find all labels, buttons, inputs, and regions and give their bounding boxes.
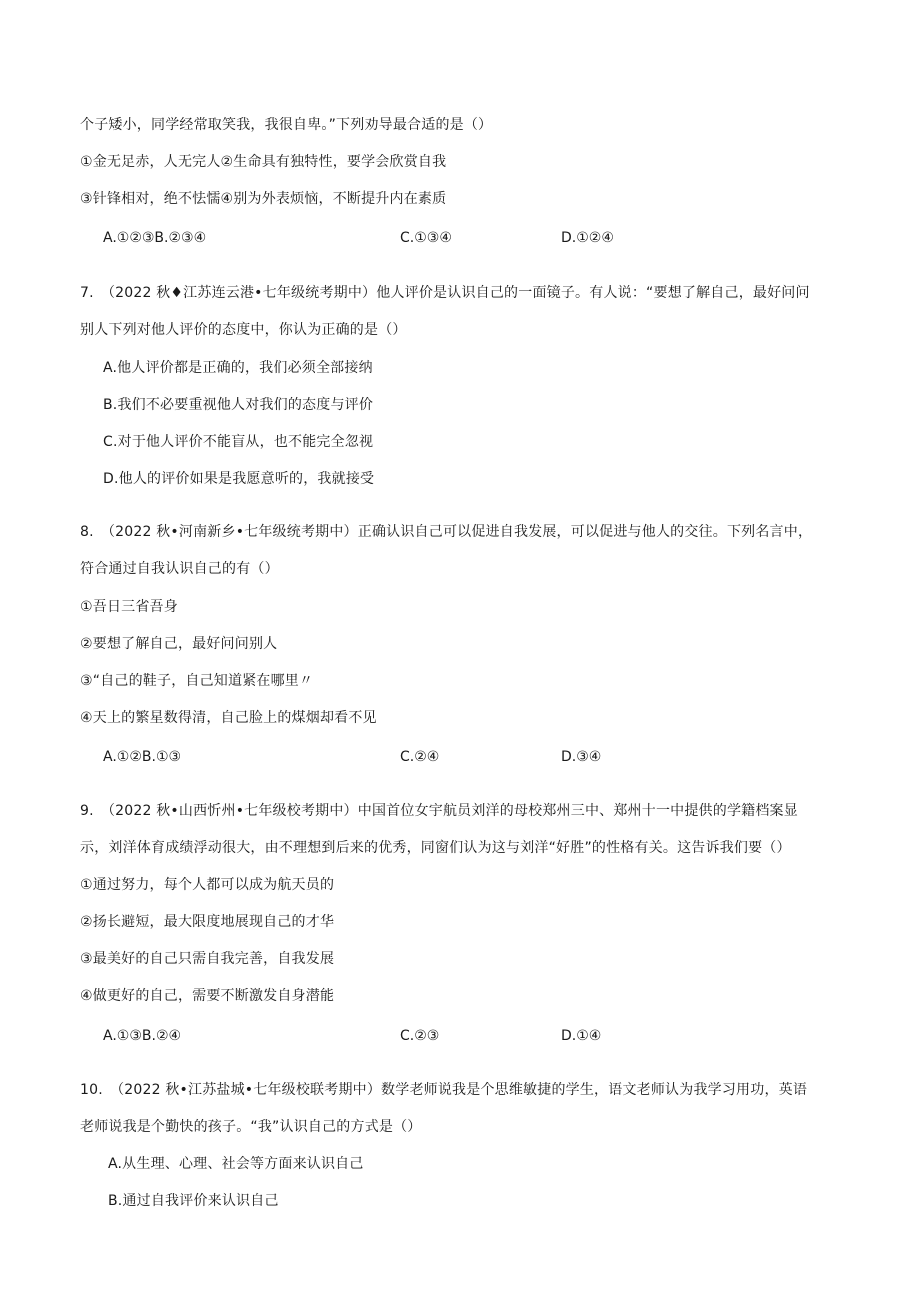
- q10-stem-line-2: 老师说我是个勤快的孩子。“我”认识自己的方式是（）: [80, 1119, 422, 1135]
- q8-options: [0, 747, 920, 767]
- q9-item-3: ③最美好的自己只需自我完善，自我发展: [80, 951, 335, 967]
- q9-option-c: C.②③: [400, 1028, 440, 1044]
- q9-stem-line-2: 示，刘洋体育成绩浮动很大，由不理想到后来的优秀，同窗们认为这与刘洋“好胜”的性格有关。这告诉我们要（）: [80, 840, 791, 856]
- q10-stem-line-1: 10. （2022 秋•江苏盐城•七年级校联考期中）数学老师说我是个思维敏捷的学生，语文老师认为我学习用功，英语: [80, 1082, 808, 1098]
- q8-stem-line-2: 符合通过自我认识自己的有（）: [80, 561, 279, 577]
- q9-item-1: ①通过努力，每个人都可以成为航天员的: [80, 877, 335, 893]
- q6-option-c: C.①③④: [400, 230, 452, 246]
- q6-option-d: D.①②④: [561, 230, 614, 246]
- q8-stem-line-1: 8. （2022 秋•河南新乡•七年级统考期中）正确认识自己可以促进自我发展，可以促进与他人的交往。下列名言中，: [80, 524, 813, 540]
- q6-stem: 个子矮小，同学经常取笑我，我很自卑。”下列劝导最合适的是（）: [80, 117, 493, 133]
- q7-option-d: D.他人的评价如果是我愿意听的，我就接受: [103, 471, 375, 487]
- q6-item-1: ①金无足赤，人无完人②生命具有独特性，要学会欣赏自我: [80, 154, 447, 170]
- q9-item-4: ④做更好的自己，需要不断激发自身潜能: [80, 988, 335, 1004]
- q6-item-2: ③针锋相对，绝不怯懦④别为外表烦恼，不断提升内在素质: [80, 191, 447, 207]
- q7-stem-line-2: 别人下列对他人评价的态度中，你认为正确的是（）: [80, 322, 407, 338]
- q9-item-2: ②扬长避短，最大限度地展现自己的才华: [80, 914, 335, 930]
- q10-option-b: B.通过自我评价来认识自己: [108, 1193, 279, 1209]
- q8-option-ab: A.①②B.①③: [103, 749, 182, 765]
- q8-option-c: C.②④: [400, 749, 440, 765]
- q7-option-a: A.他人评价都是正确的，我们必须全部接纳: [103, 360, 373, 376]
- q8-option-d: D.③④: [561, 749, 602, 765]
- q7-option-b: B.我们不必要重视他人对我们的态度与评价: [103, 397, 374, 413]
- q7-option-c: C.对于他人评价不能盲从，也不能完全忽视: [103, 434, 374, 450]
- q9-options: [0, 1026, 920, 1046]
- q7-stem-line-1: 7. （2022 秋♦江苏连云港•七年级统考期中）他人评价是认识自己的一面镜子。有人说：“要想了解自己，最好问问: [80, 285, 810, 301]
- q10-option-a: A.从生理、心理、社会等方面来认识自己: [108, 1156, 364, 1172]
- q8-item-3: ③“自己的鞋子，自己知道紧在哪里〃: [80, 673, 314, 689]
- q8-item-4: ④天上的繁星数得清，自己脸上的煤烟却看不见: [80, 710, 377, 726]
- q9-stem-line-1: 9. （2022 秋•山西忻州•七年级校考期中）中国首位女宇航员刘洋的母校郑州三中、郑州十一中提供的学籍档案显: [80, 803, 798, 819]
- q9-option-ab: A.①③B.②④: [103, 1028, 182, 1044]
- q6-option-ab: A.①②③B.②③④: [103, 230, 207, 246]
- q9-option-d: D.①④: [561, 1028, 602, 1044]
- q8-item-1: ①吾日三省吾身: [80, 599, 178, 615]
- q8-item-2: ②要想了解自己，最好问问别人: [80, 636, 278, 652]
- q6-options: [0, 228, 920, 248]
